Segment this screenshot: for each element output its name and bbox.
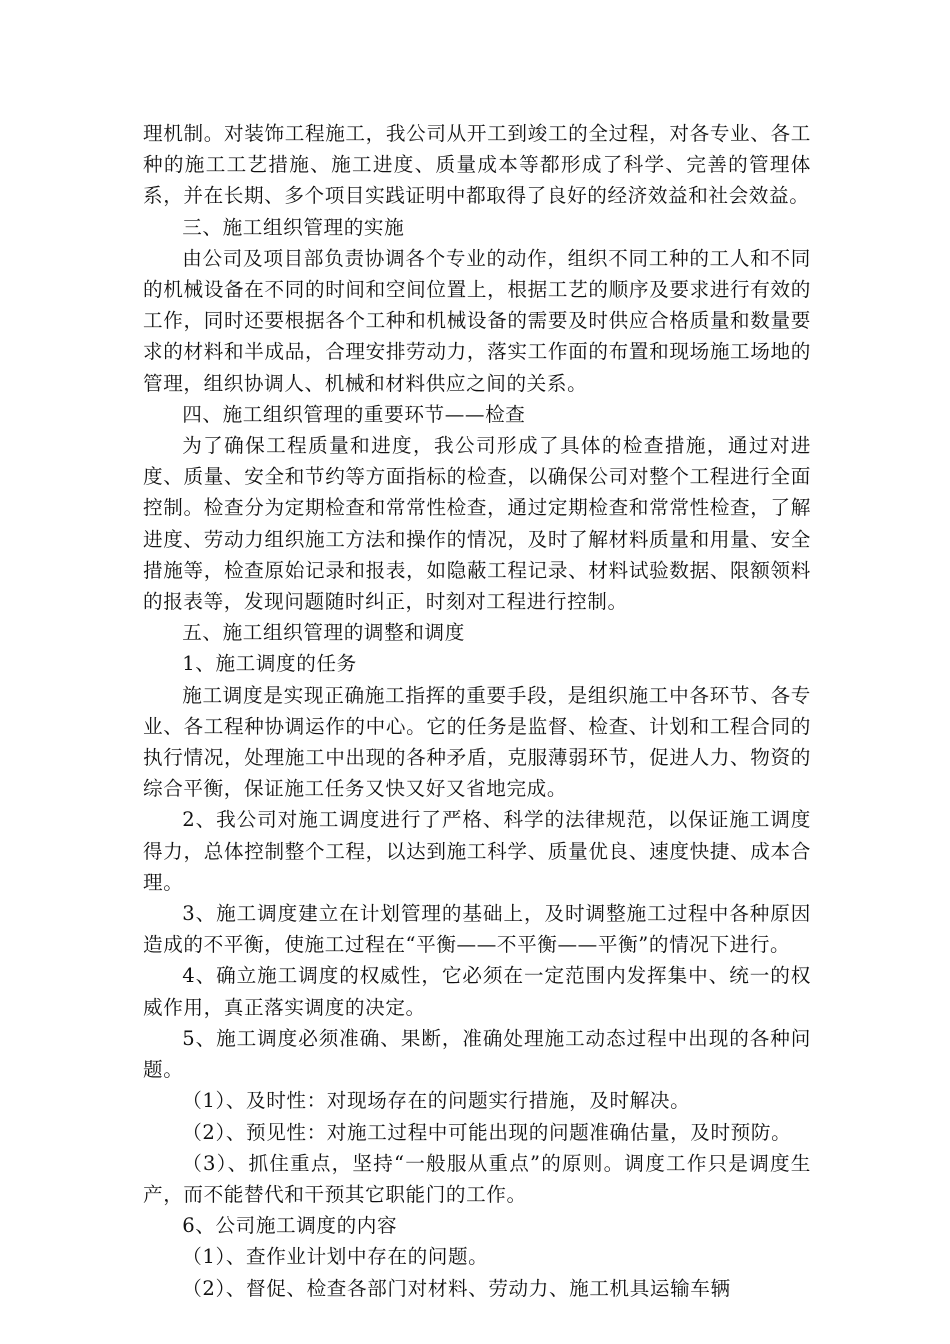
subsection-heading-1: 1、施工调度的任务: [182, 652, 357, 676]
section-heading-5: 五、施工组织管理的调整和调度: [182, 621, 465, 645]
paragraph: 由公司及项目部负责协调各个专业的动作，组织不同工种的工人和不同的机械设备在不同的时间和空间位置上，根据工艺的顺序及要求进行有效的工作，同时还要根据各个工种和机械设备的需要及时供应合格质量和数量要求的材料和半成品，合理安排劳动力，落实工作面的布置和现场施工场地的管理，组织协调人、机械和材料供应之间的关系。: [143, 246, 811, 395]
subsection-heading-6: 6、公司施工调度的内容: [182, 1214, 398, 1238]
section-heading-3: 三、施工组织管理的实施: [182, 215, 405, 239]
paragraph-continued: 理机制。对装饰工程施工，我公司从开工到竣工的全过程，对各专业、各工种的施工工艺措施、施工进度、质量成本等都形成了科学、完善的管理体系，并在长期、多个项目实践证明中都取得了良好的经济效益和社会效益。: [143, 122, 811, 208]
paragraph: 施工调度是实现正确施工指挥的重要手段，是组织施工中各环节、各专业、各工程种协调运作的中心。它的任务是监督、检查、计划和工程合同的执行情况，处理施工中出现的各种矛盾，克服薄弱环节，促进人力、物资的综合平衡，保证施工任务又快又好又省地完成。: [143, 683, 811, 801]
numbered-paragraph-3: 3、施工调度建立在计划管理的基础上，及时调整施工过程中各种原因造成的不平衡，使施工过程在“平衡——不平衡——平衡”的情况下进行。: [143, 902, 811, 957]
numbered-paragraph-2: 2、我公司对施工调度进行了严格、科学的法律规范，以保证施工调度得力，总体控制整个工程，以达到施工科学、质量优良、速度快捷、成本合理。: [143, 808, 811, 894]
numbered-paragraph-4: 4、确立施工调度的权威性，它必须在一定范围内发挥集中、统一的权威作用，真正落实调度的决定。: [143, 964, 811, 1019]
list-item: （2）、预见性：对施工过程中可能出现的问题准确估量，及时预防。: [182, 1120, 792, 1144]
list-item: （3）、抓住重点，坚持“一般服从重点”的原则。调度工作只是调度生产，而不能替代和干预其它职能门的工作。: [143, 1151, 811, 1206]
list-item: （1）、查作业计划中存在的问题。: [182, 1245, 489, 1269]
list-item: （2）、督促、检查各部门对材料、劳动力、施工机具运输车辆: [182, 1276, 731, 1300]
document-page: [143, 118, 811, 1304]
list-item: （1）、及时性：对现场存在的问题实行措施，及时解决。: [182, 1089, 691, 1113]
numbered-paragraph-5: 5、施工调度必须准确、果断，准确处理施工动态过程中出现的各种问题。: [143, 1026, 811, 1082]
paragraph: 为了确保工程质量和进度，我公司形成了具体的检查措施，通过对进度、质量、安全和节约等方面指标的检查，以确保公司对整个工程进行全面控制。检查分为定期检查和常常性检查，通过定期检查和常常性检查，了解进度、劳动力组织施工方法和操作的情况，及时了解材料质量和用量、安全措施等，检查原始记录和报表，如隐蔽工程记录、材料试验数据、限额领料的报表等，发现问题随时纠正，时刻对工程进行控制。: [143, 434, 811, 614]
section-heading-4: 四、施工组织管理的重要环节——检查: [182, 402, 526, 426]
